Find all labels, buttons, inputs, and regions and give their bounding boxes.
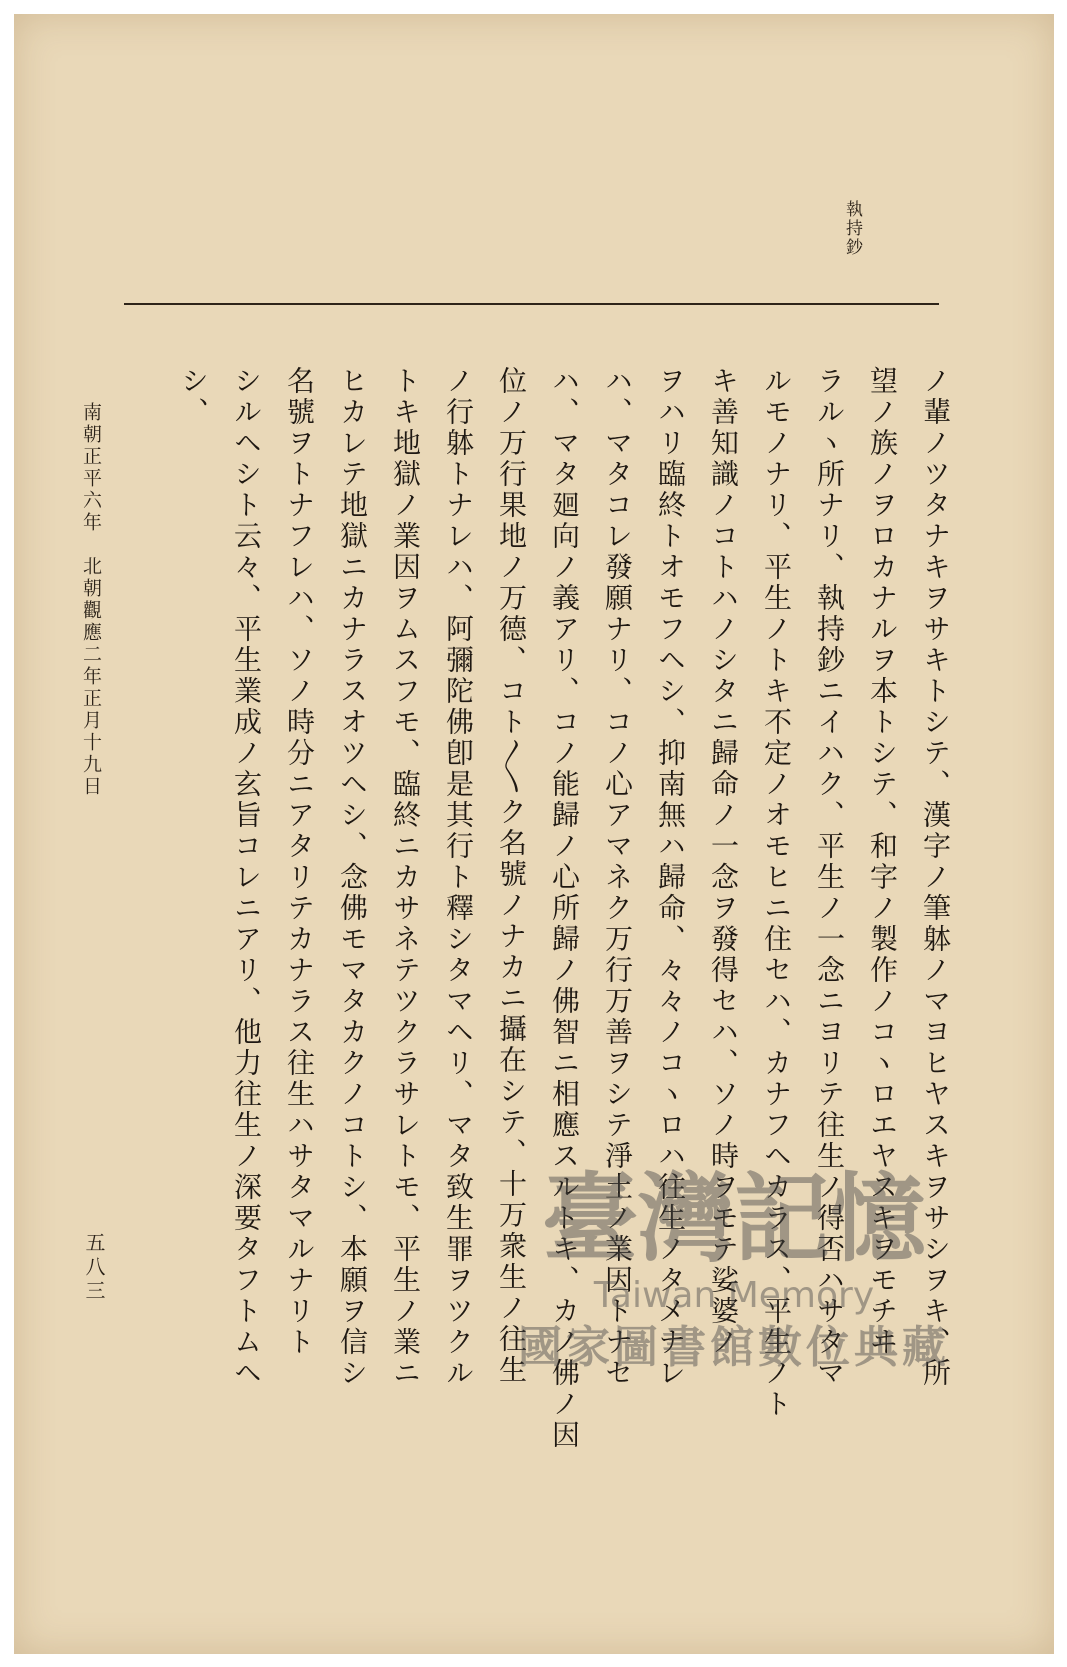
colophon-date: 南朝正平六年 北朝觀應二年正月十九日	[80, 402, 102, 798]
watermark-logo	[484, 1164, 984, 1454]
watermark-english: Taiwan Memory	[593, 1275, 875, 1316]
page-number: 五八三	[82, 1232, 106, 1304]
watermark-subtitle: 國家圖書館數位典藏	[518, 1322, 950, 1373]
header-rule	[124, 303, 939, 305]
body-text: ノ輩ノツタナキヲサキトシテ、漢字ノ筆躰ノマヨヒヤスキヲサシヲキ、所 望ノ族ノヲロカナルヲ本トシテ、和字ノ製作ノコヽロエヤスキヲモチヰ ラルヽ所ナリ、執持鈔ニイハク、平生ノ一念ニヨリテ往生ノ得否ハサタマ ルモノナリ、平生ノトキ不定ノオモヒニ住セハ、カナフヘカラス、平生ノト キ善知識ノコトハノシタニ歸命ノ一念ヲ發得セハ、ソノ時ヲモテ娑婆ノ ヲハリ臨終トオモフヘシ、抑南無ハ歸命、々々ノコヽロハ往生ノタメナレ ハ、マタコレ發願ナリ、コノ心アマネク万行万善ヲシテ淨土ノ業因トナセ ハ、マタ廻向ノ義アリ、コノ能歸ノ心所歸ノ佛智ニ相應スルトキ、カノ佛ノ因 位ノ万行果地ノ万德、コト〳〵ク名號ノナカニ攝在シテ、十万衆生ノ往生 ノ行躰トナレハ、阿彌陀佛卽是其行ト釋シタマヘリ、マタ致生罪ヲツクル トキ地獄ノ業因ヲムスフモ、臨終ニカサネテツクラサレトモ、平生ノ業ニ ヒカレテ地獄ニカナラスオツヘシ、念佛モマタカクノコトシ、本願ヲ信シ 名號ヲトナフレハ、ソノ時分ニアタリテカナラス往生ハサタマルナリト シルヘシト云々、平生業成ノ玄旨コレニアリ、他力往生ノ深要タフトムヘ シ、	[177, 366, 952, 1451]
watermark-chinese: 臺灣記憶	[542, 1163, 926, 1275]
document-page	[14, 14, 1054, 1654]
running-header: 執持鈔	[842, 200, 862, 257]
